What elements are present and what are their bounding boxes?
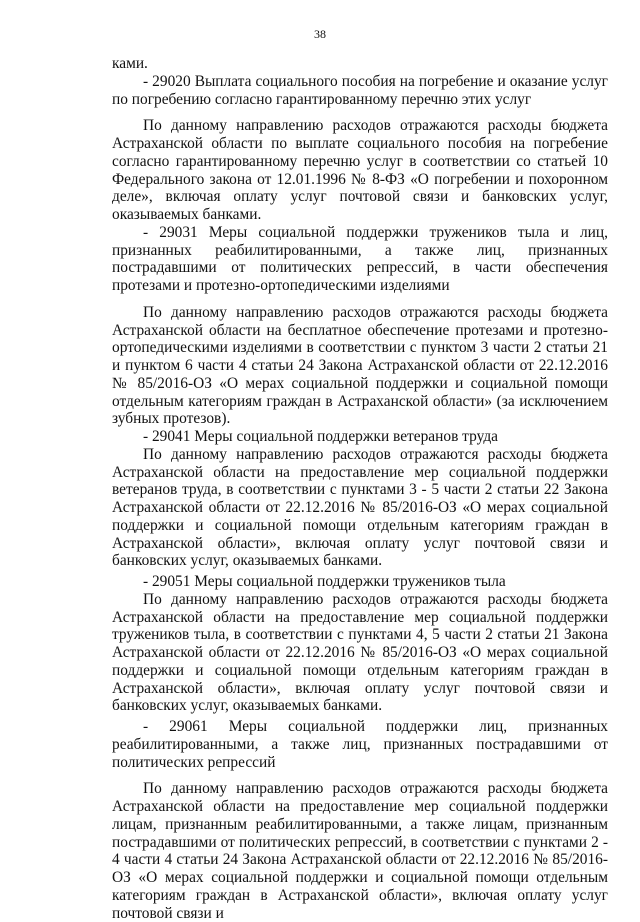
paragraph-29020: По данному направлению расходов отражаются расходы бюджета Астраханской области по выплате социального пособия на погребение согласно гарантированному перечню услуг в соответствии со статьей 10 Федерального закона от 12.01.1996 № 8-ФЗ «О погребении и похоронном деле», включая оплату услуг почтовой связи и банковских услуг, оказываемых банками. (112, 117, 608, 223)
paragraph-29031: По данному направлению расходов отражаются расходы бюджета Астраханской области на бесплатное обеспечение протезами и протезно-ортопедическими изделиями в соответствии с пунктом 3 части 2 статьи 21 и пунктом 6 части 4 статьи 24 Закона Астраханской области от 22.12.2016 № 85/2016-ОЗ «О мерах социальной поддержки и социальной помощи отдельным категориям граждан в Астраханской области» (за исключением зубных протезов). (112, 303, 608, 428)
heading-29061: - 29061 Меры социальной поддержки лиц, признанных реабилитированными, а также лиц, признанных пострадавшими от политических репрессий (112, 718, 608, 771)
paragraph-29041: По данному направлению расходов отражаются расходы бюджета Астраханской области на предоставление мер социальной поддержки ветеранов труда, в соответствии с пунктами 3 - 5 части 2 статьи 22 Закона Астраханской области от 22.12.2016 № 85/2016-ОЗ «О мерах социальной поддержки и социальной помощи отдельным категориям граждан в Астраханской области», включая оплату услуг почтовой связи и банковских услуг, оказываемых банками. (112, 445, 608, 570)
paragraph-29051: По данному направлению расходов отражаются расходы бюджета Астраханской области на предоставление мер социальной поддержки тружеников тыла, в соответствии с пунктами 4, 5 части 2 статьи 21 Закона Астраханской области от 22.12.2016 № 85/2016-ОЗ «О мерах социальной поддержки и социальной помощи отдельным категориям граждан в Астраханской области», включая оплату услуг почтовой связи и банковских услуг, оказываемых банками. (112, 590, 608, 715)
page-number: 38 (314, 27, 326, 41)
paragraph-29061: По данному направлению расходов отражаются расходы бюджета Астраханской области на предоставление мер социальной поддержки лицам, признанным реабилитированными, а также лицам, признанным пострадавшими от политических репрессий, в соответствии с пунктами 2 - 4 части 4 статьи 24 Закона Астраханской области от 22.12.2016 № 85/2016-ОЗ «О мерах социальной поддержки и социальной помощи отдельным категориям граждан в Астраханской области», включая оплату услуг почтовой связи и (112, 780, 608, 922)
paragraph-continuation: ками. (112, 55, 148, 72)
heading-29041: - 29041 Меры социальной поддержки ветеранов труда (143, 428, 498, 445)
heading-29051: - 29051 Меры социальной поддержки тружеников тыла (143, 573, 506, 590)
heading-29031: - 29031 Меры социальной поддержки тружеников тыла и лиц, признанных реабилитированными, а также лиц, признанных пострадавшими от политических репрессий, в части обеспечения протезами и протезно-ортопедическими изделиями (112, 223, 608, 294)
document-body (112, 55, 608, 922)
heading-29020: - 29020 Выплата социального пособия на погребение и оказание услуг по погребению согласно гарантированному перечню этих услуг (112, 72, 608, 108)
